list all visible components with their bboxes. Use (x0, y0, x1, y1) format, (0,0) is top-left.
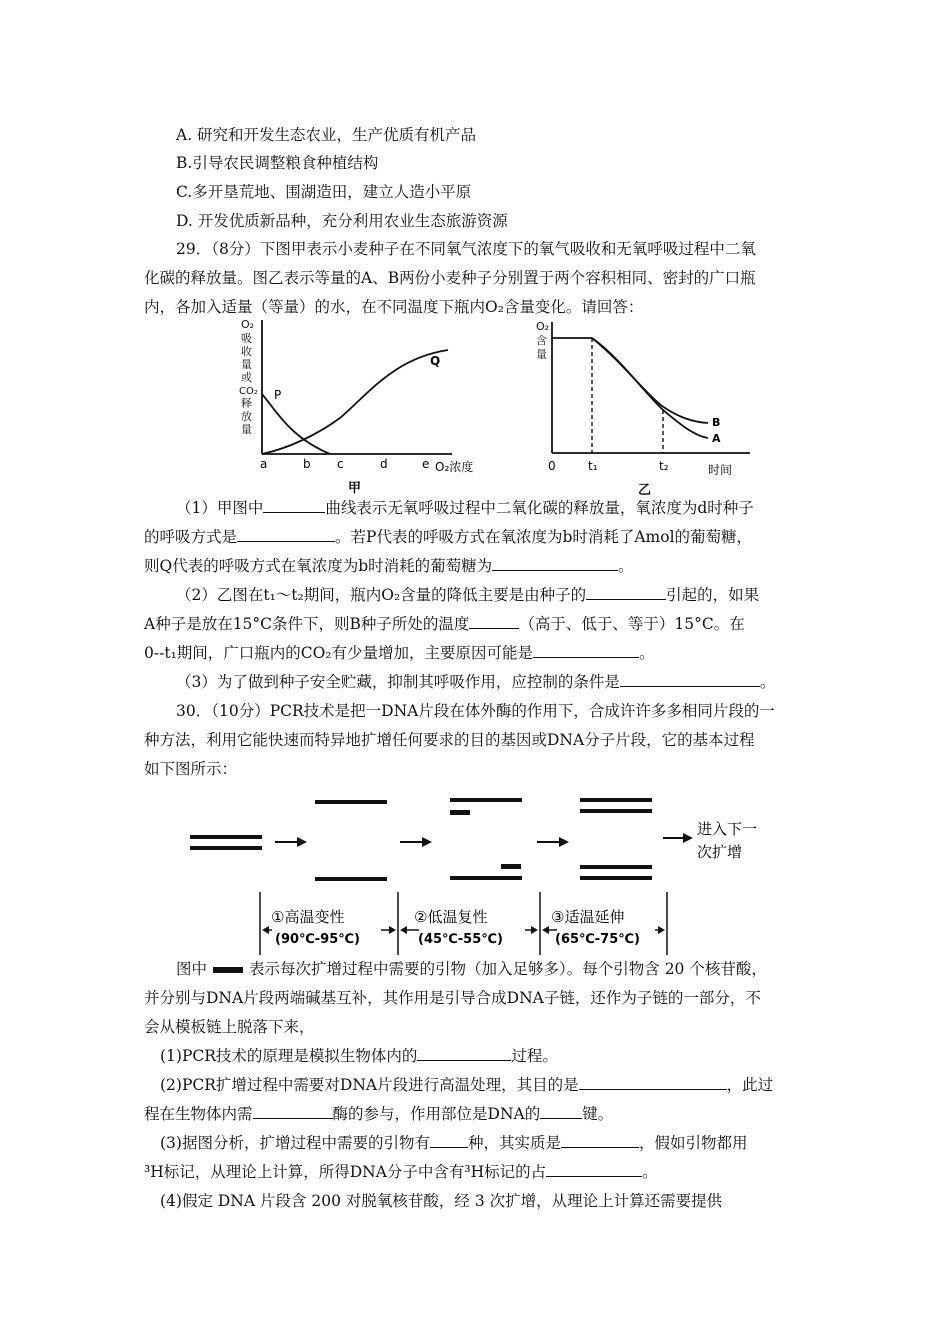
dna-strand (580, 865, 652, 869)
dna-strand (580, 798, 652, 802)
arrow (663, 837, 683, 839)
q29-part2-line1: （2）乙图在t₁～t₂期间，瓶内O₂含量的降低主要是由种子的 引起的，如果 (176, 586, 760, 604)
option-a: A. 研究和开发生态农业，生产优质有机产品 (176, 126, 477, 144)
next-round-2: 次扩增 (697, 843, 743, 861)
jia-label-q: Q (430, 354, 441, 368)
step3-name: ③适温延伸 (551, 908, 625, 926)
answer-blank[interactable] (492, 555, 618, 571)
dna-strand (190, 846, 262, 850)
option-b: B.引导农民调整粮食种植结构 (176, 154, 379, 172)
step2-name: ②低温复性 (414, 908, 488, 926)
arrow-head (683, 833, 693, 843)
arrow-head (422, 837, 432, 847)
answer-blank[interactable] (417, 1045, 511, 1061)
jia-curve-p (262, 394, 330, 454)
answer-blank[interactable] (533, 642, 639, 658)
q29-stem-3: 内，各加入适量（等量）的水，在不同温度下瓶内O₂含量变化。请回答： (144, 298, 644, 316)
q29-stem-2: 化碳的释放量。图乙表示等量的A、B两份小麦种子分别置于两个容积相同、密封的广口瓶 (144, 269, 756, 287)
bracket-arrow (658, 926, 665, 934)
jia-ylabel-0: O₂ (241, 318, 255, 331)
jia-ylabel-8: 量 (241, 423, 252, 436)
step2-temp: (45℃-55℃) (418, 932, 503, 947)
answer-blank[interactable] (586, 584, 666, 600)
q29-part2-line2: A种子是放在15°C条件下，则B种子所处的温度 （高于、低于、等于）15°C。在 (144, 615, 745, 633)
primer (501, 864, 521, 869)
option-c: C.多开垦荒地、围湖造田，建立人造小平原 (176, 183, 472, 201)
jia-xtick-d: d (380, 457, 388, 471)
dna-strand (315, 877, 387, 881)
yi-origin: 0 (548, 459, 556, 473)
q30-desc-2: 并分别与DNA片段两端碱基互补，其作用是引导合成DNA子链，还作为子链的一部分，不 (144, 989, 761, 1007)
q29-part1-line2: 的呼吸方式是 。若P代表的呼吸方式在氧浓度为b时消耗了Amol的葡萄糖， (144, 528, 753, 546)
arrow (537, 841, 559, 843)
bracket-arrow (262, 926, 269, 934)
step3-temp: (65℃-75℃) (555, 932, 640, 947)
q30-part3-line1: (3)据图分析，扩增过程中需要的引物有 种，其实质是 ，假如引物都用 (160, 1134, 748, 1152)
yi-ylabel-2: 量 (536, 348, 547, 361)
jia-ylabel-5: CO₂ (239, 386, 258, 397)
yi-curve-b (592, 338, 708, 423)
jia-ylabel-6: 释 (241, 397, 252, 410)
jia-ylabel-4: 或 (241, 371, 252, 384)
jia-xtick-c: c (337, 457, 344, 471)
q30-part3-line2: ³H标记，从理论上计算，所得DNA分子中含有³H标记的占 。 (144, 1163, 658, 1181)
arrow-head (559, 837, 569, 847)
yi-tick-t1: t₁ (588, 459, 598, 473)
option-d: D. 开发优质新品种，充分利用农业生态旅游资源 (176, 212, 508, 230)
dna-strand (315, 800, 387, 804)
jia-xticks (260, 457, 429, 471)
bracket-arrow (400, 926, 407, 934)
q30-stem-1: 30．（10分）PCR技术是把一DNA片段在体外酶的作用下，合成许许多多相同片段的一 (176, 702, 775, 720)
jia-ylabel-3: 量 (241, 358, 252, 371)
q30-part1: (1)PCR技术的原理是模拟生物体内的 过程。 (160, 1047, 558, 1065)
q30-desc-3: 会从模板链上脱落下来， (144, 1018, 315, 1036)
q29-part1-line1: （1）甲图中 曲线表示无氧呼吸过程中二氧化碳的释放量，氧浓度为d时种子 (176, 499, 754, 517)
q30-part2-line1: (2)PCR扩增过程中需要对DNA片段进行高温处理，其目的是 ，此过 (160, 1076, 774, 1094)
answer-blank[interactable] (546, 1161, 642, 1177)
yi-ylabel (536, 320, 549, 361)
dna-strand (450, 876, 522, 880)
answer-blank[interactable] (561, 1132, 639, 1148)
answer-blank[interactable] (430, 1132, 468, 1148)
answer-blank[interactable] (237, 526, 335, 542)
jia-ylabel (239, 318, 258, 436)
jia-xlabel: O₂浓度 (435, 460, 474, 474)
yi-caption: 乙 (638, 483, 652, 498)
dna-strand (580, 809, 652, 813)
q29-part2-line3: 0--t₁期间，广口瓶内的CO₂有少量增加，主要原因可能是 。 (144, 644, 655, 662)
jia-xtick-e: e (422, 457, 430, 471)
q29-stem-1: 29．（8分）下图甲表示小麦种子在不同氧气浓度下的氧气吸收和无氧呼吸过程中二氧 (176, 240, 756, 258)
answer-blank[interactable] (540, 1103, 582, 1119)
arrow (400, 841, 422, 843)
dna-strand (450, 798, 522, 802)
q30-part4: (4)假定 DNA 片段含 200 对脱氧核苷酸，经 3 次扩增，从理论上计算还需要提供 (160, 1192, 723, 1210)
answer-blank[interactable] (579, 1074, 727, 1090)
yi-xlabel: 时间 (708, 463, 733, 477)
jia-ylabel-1: 吸 (241, 332, 252, 345)
next-round-1: 进入下一 (697, 820, 758, 838)
bracket-arrow (531, 926, 538, 934)
yi-label-b: B (712, 416, 721, 429)
primer (450, 810, 470, 815)
dna-strand (580, 876, 652, 880)
yi-tick-t2: t₂ (659, 459, 669, 473)
pcr-diagram (185, 790, 795, 960)
figure-jia (230, 318, 510, 496)
jia-ylabel-2: 收 (241, 345, 252, 358)
q29-part1-line3: 则Q代表的呼吸方式在氧浓度为b时消耗的葡萄糖为 。 (144, 557, 634, 575)
dna-strand (190, 835, 262, 839)
q29-part3: （3）为了做到种子安全贮藏，抑制其呼吸作用，应控制的条件是 。 (176, 673, 776, 691)
answer-blank[interactable] (469, 613, 519, 629)
arrow (275, 841, 297, 843)
jia-xtick-b: b (303, 457, 311, 471)
q30-stem-3: 如下图所示： (144, 760, 238, 778)
answer-blank[interactable] (253, 1103, 333, 1119)
yi-ylabel-0: O₂ (536, 320, 550, 333)
jia-caption: 甲 (348, 481, 362, 496)
yi-ylabel-1: 含 (536, 334, 547, 347)
jia-xtick-a: a (260, 457, 268, 471)
jia-label-p: P (274, 388, 282, 402)
step1-temp: (90℃-95℃) (275, 932, 360, 947)
step1-name: ①高温变性 (271, 908, 345, 926)
q30-part2-line2: 程在生物体内需 酶的参与，作用部位是DNA的 键。 (144, 1105, 614, 1123)
answer-blank[interactable] (263, 497, 325, 513)
answer-blank[interactable] (620, 671, 760, 687)
jia-curve-q (262, 350, 448, 454)
bracket-arrow (389, 926, 396, 934)
primer-symbol (213, 967, 243, 973)
arrow-head (297, 837, 307, 847)
q30-stem-2: 种方法，利用它能快速而特异地扩增任何要求的目的基因或DNA分子片段，它的基本过程 (144, 731, 755, 749)
bracket-arrow (542, 926, 549, 934)
yi-label-a: A (712, 432, 721, 445)
jia-ylabel-7: 放 (241, 410, 252, 423)
figure-yi (530, 318, 780, 498)
q30-desc-1: 图中 表示每次扩增过程中需要的引物（加入足够多）。每个引物含 20 个核苷酸， (176, 960, 767, 978)
